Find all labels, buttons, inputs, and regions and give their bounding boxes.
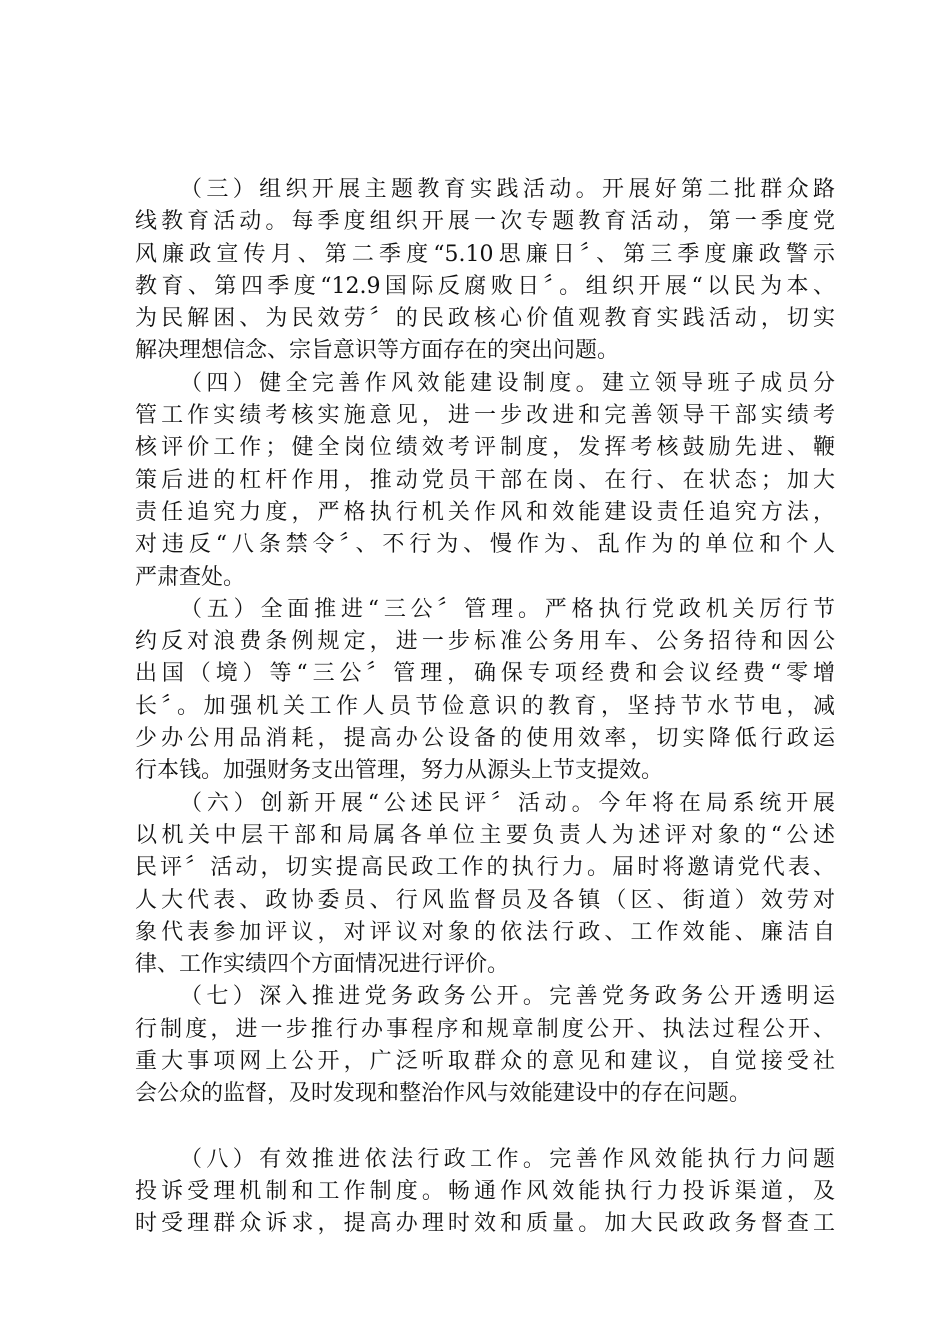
text-line: 时受理群众诉求，提高办理时效和质量。加大民政政务督查工 xyxy=(135,1211,835,1237)
document-body xyxy=(135,174,835,1241)
text-line: 为民解困、为民效劳〞的民政核心价值观教育实践活动，切实 xyxy=(135,306,835,332)
text-line: 风廉政宣传月、第二季度“5.10思廉日〞、第三季度廉政警示 xyxy=(135,241,835,267)
text-line: 管工作实绩考核实施意见，进一步改进和完善领导干部实绩考 xyxy=(135,403,835,429)
text-line: （三）组织开展主题教育实践活动。开展好第二批群众路 xyxy=(180,177,835,202)
text-line: （五）全面推进“三公〞管理。严格执行党政机关厉行节 xyxy=(180,596,835,622)
text-line: 出国（境）等“三公〞管理，确保专项经费和会议经费“零增 xyxy=(135,661,835,687)
text-line: 教育、第四季度“12.9国际反腐败日〞。组织开展“以民为本、 xyxy=(135,273,835,299)
text-line: 投诉受理机制和工作制度。畅通作风效能执行力投诉渠道，及 xyxy=(135,1178,835,1204)
text-line: 线教育活动。每季度组织开展一次专题教育活动，第一季度党 xyxy=(135,209,835,235)
text-line: 解决理想信念、宗旨意识等方面存在的突出问题。 xyxy=(135,338,620,364)
text-line: 会公众的监督，及时发现和整治作风与效能建设中的存在问题。 xyxy=(135,1081,752,1107)
text-line: 行制度，进一步推行办事程序和规章制度公开、执法过程公开、 xyxy=(135,1016,835,1042)
paragraph-8 xyxy=(135,1144,835,1241)
text-line: （七）深入推进党务政务公开。完善党务政务公开透明运 xyxy=(180,984,835,1010)
text-line: 行本钱。加强财务支出管理，努力从源头上节支提效。 xyxy=(135,758,664,784)
paragraph-5 xyxy=(135,594,835,788)
paragraph-gap xyxy=(135,1111,835,1144)
paragraph-6 xyxy=(135,788,835,982)
text-line: （六）创新开展“公述民评〞活动。今年将在局系统开展 xyxy=(180,790,835,816)
text-line: 人大代表、政协委员、行风监督员及各镇（区、街道）效劳对 xyxy=(135,887,835,913)
text-line: 少办公用品消耗，提高办公设备的使用效率，切实降低行政运 xyxy=(135,726,835,752)
text-line: 律、工作实绩四个方面情况进行评价。 xyxy=(135,952,510,978)
text-line: 重大事项网上公开，广泛听取群众的意见和建议，自觉接受社 xyxy=(135,1049,835,1075)
text-line: （四）健全完善作风效能建设制度。建立领导班子成员分 xyxy=(180,370,835,396)
text-line: 民评〞活动，切实提高民政工作的执行力。届时将邀请党代表、 xyxy=(135,855,835,881)
text-line: 责任追究力度，严格执行机关作风和效能建设责任追究方法， xyxy=(135,499,835,525)
text-line: 严肃查处。 xyxy=(135,564,246,590)
paragraph-7 xyxy=(135,981,835,1110)
text-line: 策后进的杠杆作用，推动党员干部在岗、在行、在状态；加大 xyxy=(135,467,835,493)
text-line: 象代表参加评议，对评议对象的依法行政、工作效能、廉洁自 xyxy=(135,919,835,945)
paragraph-4 xyxy=(135,368,835,594)
text-line: （八）有效推进依法行政工作。完善作风效能执行力问题 xyxy=(180,1146,835,1172)
text-line: 以机关中层干部和局属各单位主要负责人为述评对象的“公述 xyxy=(135,822,835,848)
paragraph-3 xyxy=(135,174,835,368)
text-line: 约反对浪费条例规定，进一步标准公务用车、公务招待和因公 xyxy=(135,629,835,655)
text-line: 核评价工作；健全岗位绩效考评制度，发挥考核鼓励先进、鞭 xyxy=(135,435,835,461)
text-line: 长〞。加强机关工作人员节俭意识的教育，坚持节水节电，减 xyxy=(135,693,835,719)
text-line: 对违反“八条禁令〞、不行为、慢作为、乱作为的单位和个人 xyxy=(135,532,835,558)
